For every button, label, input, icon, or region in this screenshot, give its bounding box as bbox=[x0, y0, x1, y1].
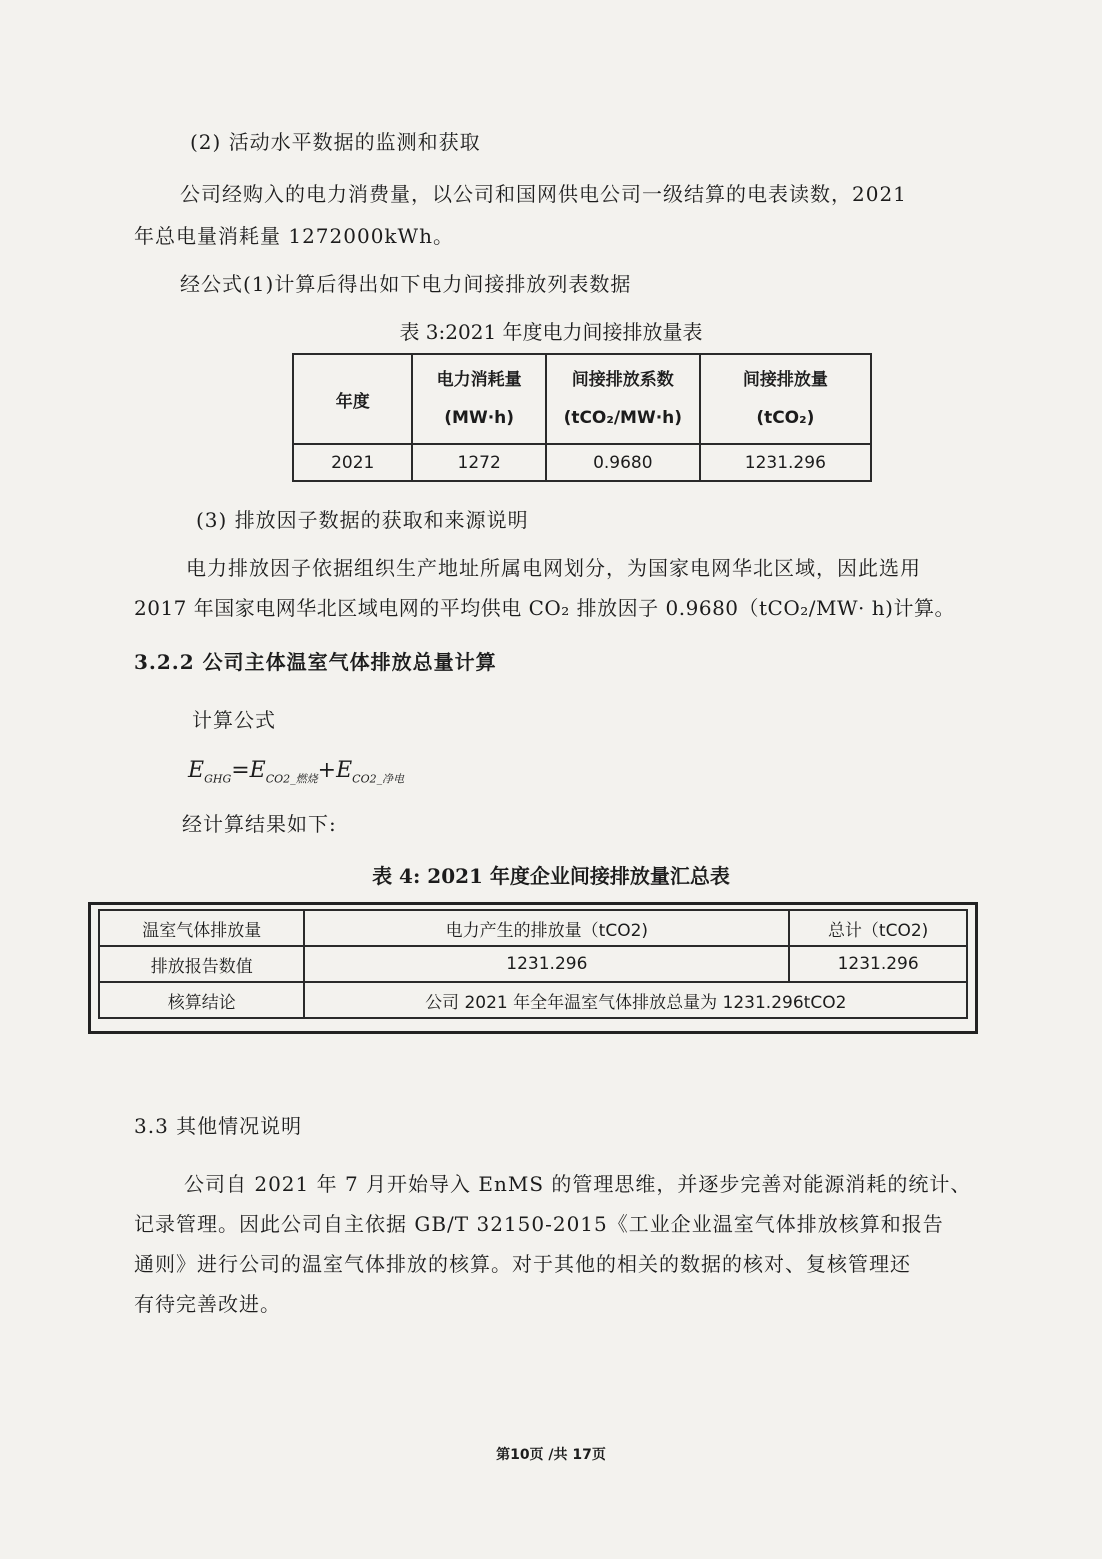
table-row bbox=[99, 946, 967, 982]
paragraph-electricity-line1: 公司经购入的电力消费量，以公司和国网供电公司一级结算的电表读数，2021 bbox=[180, 182, 907, 206]
table3-cell-factor: 0.9680 bbox=[546, 444, 700, 481]
table3-indirect-emissions bbox=[292, 353, 872, 482]
table3-caption: 表 3:2021 年度电力间接排放量表 bbox=[399, 320, 703, 344]
table4-header-total: 总计（tCO2) bbox=[789, 910, 967, 946]
section-heading-emission-factor: (3) 排放因子数据的获取和来源说明 bbox=[196, 508, 529, 532]
table3-header-year: 年度 bbox=[293, 354, 412, 444]
result-intro: 经计算结果如下: bbox=[182, 812, 337, 836]
page-number: 第10页 /共 17页 bbox=[496, 1447, 606, 1463]
table3-cell-emissions: 1231.296 bbox=[700, 444, 871, 481]
formula-label: 计算公式 bbox=[192, 708, 276, 732]
table4-cell-total: 1231.296 bbox=[789, 946, 967, 982]
section-heading-3-3: 3.3 其他情况说明 bbox=[134, 1114, 303, 1138]
paragraph-factor-line2: 2017 年国家电网华北区域电网的平均供电 CO₂ 排放因子 0.9680（tCO₂/MW· h)计算。 bbox=[134, 596, 955, 620]
table4-caption: 表 4: 2021 年度企业间接排放量汇总表 bbox=[372, 864, 730, 888]
table4-header-electricity: 电力产生的排放量（tCO2) bbox=[304, 910, 789, 946]
table3-header-factor: 间接排放系数 (tCO₂/MW·h) bbox=[546, 354, 700, 444]
table3-cell-year: 2021 bbox=[293, 444, 412, 481]
table4-cell-electricity: 1231.296 bbox=[304, 946, 789, 982]
paragraph-enms-line2: 记录管理。因此公司自主依据 GB/T 32150-2015《工业企业温室气体排放核算和报告 bbox=[134, 1212, 944, 1236]
table4-cell-conclusion: 公司 2021 年全年温室气体排放总量为 1231.296tCO2 bbox=[304, 982, 967, 1018]
table4-label-ghg: 温室气体排放量 bbox=[99, 910, 304, 946]
section-heading-activity-data: (2) 活动水平数据的监测和获取 bbox=[190, 130, 481, 154]
table4-label-conclusion: 核算结论 bbox=[99, 982, 304, 1018]
paragraph-enms-line3: 通则》进行公司的温室气体排放的核算。对于其他的相关的数据的核对、复核管理还 bbox=[134, 1252, 911, 1276]
table4-emissions-summary bbox=[98, 909, 968, 1019]
paragraph-enms-line1: 公司自 2021 年 7 月开始导入 EnMS 的管理思维，并逐步完善对能源消耗的统计、 bbox=[184, 1172, 972, 1196]
section-heading-3-2-2: 3.2.2 公司主体温室气体排放总量计算 bbox=[134, 650, 497, 674]
table3-header-row bbox=[293, 354, 871, 444]
paragraph-formula-intro: 经公式(1)计算后得出如下电力间接排放列表数据 bbox=[180, 272, 632, 296]
table-row bbox=[293, 444, 871, 481]
table3-cell-consumption: 1272 bbox=[412, 444, 546, 481]
paragraph-enms-line4: 有待完善改进。 bbox=[134, 1292, 281, 1316]
table4-label-report: 排放报告数值 bbox=[99, 946, 304, 982]
ghg-formula: $E_{GHG}=E_{CO2\_燃烧}+E_{CO2\_净电}$ bbox=[188, 758, 405, 786]
table3-header-emissions: 间接排放量 (tCO₂) bbox=[700, 354, 871, 444]
table4-frame bbox=[88, 902, 978, 1034]
paragraph-electricity-line2: 年总电量消耗量 1272000kWh。 bbox=[134, 224, 454, 248]
table-row bbox=[99, 910, 967, 946]
paragraph-factor-line1: 电力排放因子依据组织生产地址所属电网划分，为国家电网华北区域，因此选用 bbox=[186, 556, 921, 580]
table-row bbox=[99, 982, 967, 1018]
table3-header-consumption: 电力消耗量 (MW·h) bbox=[412, 354, 546, 444]
